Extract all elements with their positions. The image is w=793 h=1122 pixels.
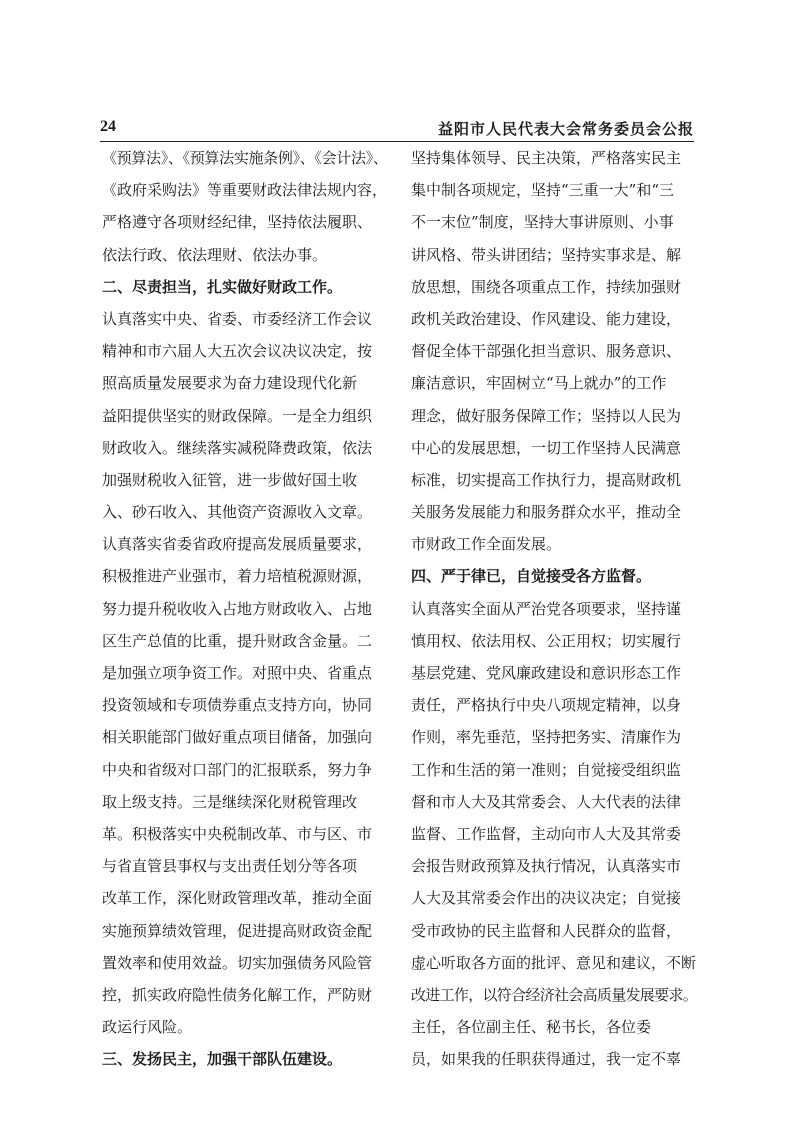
section-heading: 三、发扬民主，加强干部队伍建设。 xyxy=(102,1050,343,1069)
text-line: 努力提升税收收入占地方财政收入、占地 xyxy=(102,599,373,618)
text-line: 员，如果我的任职获得通过，我一定不辜 xyxy=(411,1050,682,1069)
text-line: 区生产总值的比重，提升财政含金量。二 xyxy=(102,631,373,650)
section-heading: 二、尽责担当，扎实做好财政工作。 xyxy=(102,277,343,296)
text-line: 受市政协的民主监督和人民群众的监督， xyxy=(411,921,682,940)
text-line: 改革工作，深化财政管理改革，推动全面 xyxy=(102,889,373,908)
section-heading: 四、严于律已，自觉接受各方监督。 xyxy=(411,567,652,586)
text-line: 是加强立项争资工作。对照中央、省重点 xyxy=(102,664,373,682)
text-line: 控，抓实政府隐性债务化解工作，严防财 xyxy=(102,985,373,1004)
text-line: 会报告财政预算及执行情况，认真落实市 xyxy=(411,857,682,876)
text-line: 市财政工作全面发展。 xyxy=(411,535,562,554)
text-line: 标准，切实提高工作执行力，提高财政机 xyxy=(411,470,682,489)
text-line: 财政收入。继续落实减税降费政策，依法 xyxy=(102,438,373,457)
right-column xyxy=(411,142,697,1075)
text-line: 加强财税收入征管，进一步做好国土收 xyxy=(102,470,358,489)
text-line: 严格遵守各项财经纪律，坚持依法履职、 xyxy=(102,213,373,232)
text-line: 相关职能部门做好重点项目储备，加强向 xyxy=(102,728,373,747)
text-line: 作则，率先垂范，坚持把务实、清廉作为 xyxy=(411,728,682,747)
text-line: 革。积极落实中央税制改革、市与区、市 xyxy=(102,824,373,843)
text-line: 《预算法》、《预算法实施条例》、《会计法》、 xyxy=(102,149,388,167)
text-line: 认真落实全面从严治党各项要求，坚持谨 xyxy=(411,599,682,618)
text-line: 虚心听取各方面的批评、意见和建议，不断 xyxy=(411,953,697,972)
journal-title: 益阳市人民代表大会常务委员会公报 xyxy=(437,120,694,138)
text-line: 工作和生活的第一准则；自觉接受组织监 xyxy=(411,760,682,779)
text-line: 集中制各项规定，坚持“三重一大”和“三 xyxy=(411,181,675,200)
text-line: 取上级支持。三是继续深化财税管理改 xyxy=(102,792,358,811)
text-line: 中心的发展思想，一切工作坚持人民满意 xyxy=(411,438,682,457)
text-line: 中央和省级对口部门的汇报联系，努力争 xyxy=(102,760,373,779)
page-header xyxy=(100,110,694,140)
text-line: 政运行风险。 xyxy=(102,1018,193,1037)
page-number: 24 xyxy=(100,118,116,135)
text-line: 慎用权、依法用权、公正用权；切实履行 xyxy=(411,631,682,650)
text-line: 与省直管县事权与支出责任划分等各项 xyxy=(102,857,358,876)
text-line: 《政府采购法》等重要财政法律法规内容， xyxy=(102,181,388,200)
text-line: 投资领域和专项债券重点支持方向，协同 xyxy=(102,696,373,715)
text-line: 人大及其常委会作出的决议决定；自觉接 xyxy=(411,889,682,908)
text-line: 积极推进产业强市，着力培植税源财源， xyxy=(102,567,373,586)
text-line: 督促全体干部强化担当意识、服务意识、 xyxy=(411,342,682,361)
text-line: 认真落实中央、省委、市委经济工作会议 xyxy=(102,309,373,328)
text-line: 讲风格、带头讲团结；坚持实事求是、解 xyxy=(411,245,682,264)
text-line: 监督、工作监督，主动向市人大及其常委 xyxy=(411,824,682,843)
text-line: 改进工作，以符合经济社会高质量发展要求。 xyxy=(411,985,698,1004)
text-line: 精神和市六届人大五次会议决议决定，按 xyxy=(102,342,373,361)
text-line: 放思想，围绕各项重点工作，持续加强财 xyxy=(411,277,682,296)
text-line: 认真落实省委省政府提高发展质量要求， xyxy=(102,535,373,554)
text-line: 督和市人大及其常委会、人大代表的法律 xyxy=(411,792,682,811)
text-line: 政机关政治建设、作风建设、能力建设， xyxy=(411,309,682,328)
text-line: 不一末位”制度，坚持大事讲原则、小事 xyxy=(411,213,674,232)
text-line: 关服务发展能力和服务群众水平，推动全 xyxy=(411,503,682,522)
text-line: 置效率和使用效益。切实加强债务风险管 xyxy=(102,953,373,972)
text-line: 实施预算绩效管理，促进提高财政资金配 xyxy=(102,921,373,940)
text-line: 廉洁意识，牢固树立“马上就办”的工作 xyxy=(411,374,667,393)
text-line: 基层党建、党风廉政建设和意识形态工作 xyxy=(411,664,682,682)
left-column xyxy=(102,142,388,1075)
text-line: 主任，各位副主任、秘书长，各位委 xyxy=(411,1018,652,1037)
text-line: 坚持集体领导、民主决策，严格落实民主 xyxy=(411,149,682,167)
text-line: 益阳提供坚实的财政保障。一是全力组织 xyxy=(102,406,373,425)
text-line: 入、砂石收入、其他资产资源收入文章。 xyxy=(102,503,373,522)
text-line: 照高质量发展要求为奋力建设现代化新 xyxy=(102,374,358,393)
text-line: 理念，做好服务保障工作；坚持以人民为 xyxy=(411,406,682,425)
text-line: 依法行政、依法理财、依法办事。 xyxy=(102,245,328,264)
text-line: 责任，严格执行中央八项规定精神，以身 xyxy=(411,696,682,715)
